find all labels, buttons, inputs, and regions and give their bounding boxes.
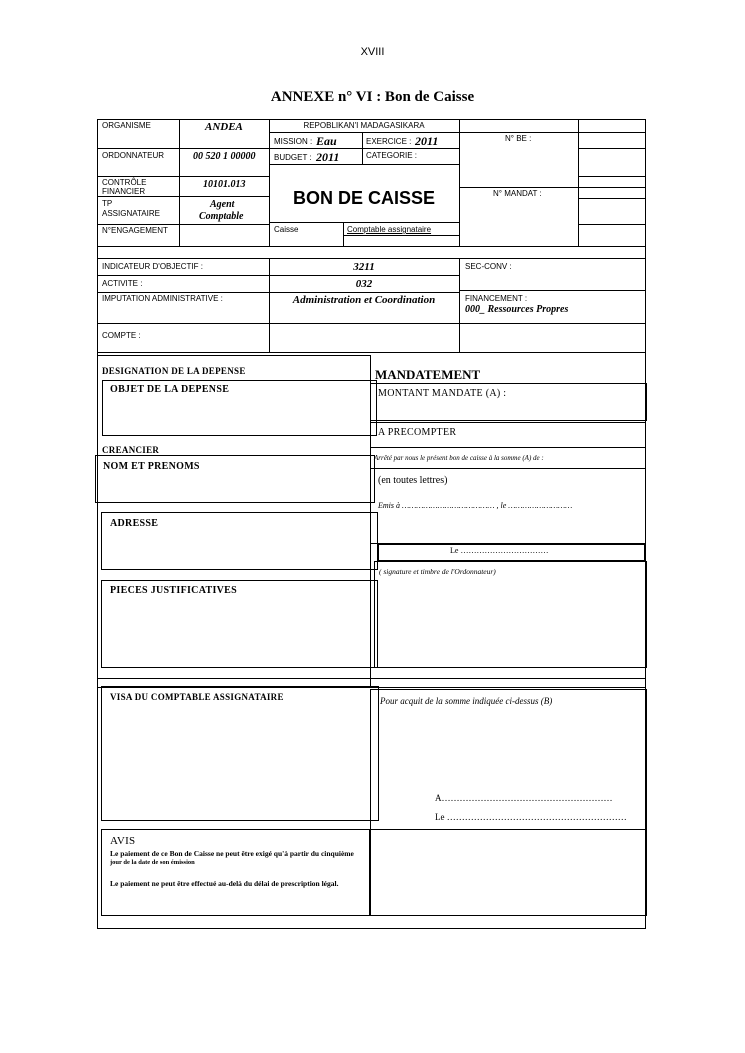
mission-value: Eau xyxy=(316,134,337,148)
visa-box xyxy=(101,686,379,821)
creancier-heading: CREANCIER xyxy=(102,445,160,455)
page-number: XVIII xyxy=(360,46,385,58)
budget-value: 2011 xyxy=(316,150,340,164)
exercice-value: 2011 xyxy=(415,134,439,148)
tp-value-1: Agent xyxy=(210,199,235,210)
nom-prenoms-label: NOM ET PRENOMS xyxy=(103,461,200,472)
objet-label: OBJET DE LA DEPENSE xyxy=(110,384,230,395)
visa-label: VISA DU COMPTABLE ASSIGNATAIRE xyxy=(110,692,284,702)
secconv-label: SEC-CONV : xyxy=(465,262,512,271)
acquit-box xyxy=(370,689,647,830)
avis-text-2: jour de la date de son émission xyxy=(110,859,195,866)
compte-label: COMPTE : xyxy=(102,331,141,340)
controle-value: 10101.013 xyxy=(203,179,246,190)
pieces-label: PIECES JUSTIFICATIVES xyxy=(110,585,237,596)
montant-label: MONTANT MANDATE (A) : xyxy=(378,388,507,399)
activite-value: 032 xyxy=(355,278,373,290)
adresse-label: ADRESSE xyxy=(110,518,159,529)
activite-label: ACTIVITE : xyxy=(102,279,143,288)
page-title: ANNEXE n° VI : Bon de Caisse xyxy=(270,89,475,105)
indicateur-label: INDICATEUR D'OBJECTIF : xyxy=(102,262,203,271)
left-divider xyxy=(97,355,370,356)
arrete-text: Arrêté par nous le présent bon de caisse à la somme (A) de : xyxy=(374,454,544,462)
tp-value-2: Comptable xyxy=(199,211,244,222)
precompter-label: A PRECOMPTER xyxy=(378,427,457,438)
controle-label-1: CONTRÔLE xyxy=(102,178,147,187)
visa-top-line xyxy=(97,678,645,679)
signature-label: ( signature et timbre de l'Ordonnateur) xyxy=(379,567,496,576)
imputation-value: Administration et Coordination xyxy=(292,294,436,306)
outer-left-border xyxy=(97,352,98,929)
toutes-lettres-label: (en toutes lettres) xyxy=(378,475,448,486)
caisse-label: Caisse xyxy=(274,225,299,234)
republic-label: REPOBLIKAN'I MADAGASIKARA xyxy=(303,121,425,130)
acquit-a-line: A………………………………………………… xyxy=(435,793,613,803)
avis-box xyxy=(101,829,370,916)
avis-label: AVIS xyxy=(110,835,136,847)
acquit-label: Pour acquit de la somme indiquée ci-dessus (B) xyxy=(380,696,553,706)
financement-value: 000_ Ressources Propres xyxy=(465,304,569,315)
avis-text-3: Le paiement ne peut être effectué au-delà du délai de prescription légal. xyxy=(110,879,339,888)
indicateur-value: 3211 xyxy=(353,261,375,273)
nmandat-label: N° MANDAT : xyxy=(493,189,542,198)
designation-heading: DESIGNATION DE LA DEPENSE xyxy=(102,366,246,376)
comptable-assignataire-label: Comptable assignataire xyxy=(347,225,432,234)
signature-box xyxy=(374,561,647,668)
tp-label-1: TP xyxy=(102,199,113,208)
engagement-label: N°ENGAGEMENT xyxy=(102,226,168,235)
categorie-label: CATEGORIE : xyxy=(366,151,417,160)
financement-label: FINANCEMENT : xyxy=(465,294,528,303)
ordonnateur-label: ORDONNATEUR xyxy=(102,151,165,160)
tp-label-2: ASSIGNATAIRE xyxy=(102,209,160,218)
controle-label-2: FINANCIER xyxy=(102,187,146,196)
organisme-label: ORGANISME xyxy=(102,121,151,130)
ordonnateur-value: 00 520 1 00000 xyxy=(193,151,256,162)
mission-label: MISSION : xyxy=(274,137,313,146)
budget-label: BUDGET : xyxy=(274,153,312,162)
receipt-signature-box xyxy=(370,829,647,916)
outer-bottom-border xyxy=(97,928,645,929)
exercice-label: EXERCICE : xyxy=(366,137,412,146)
nbe-label: N° BE : xyxy=(505,134,532,143)
imputation-label: IMPUTATION ADMINISTRATIVE : xyxy=(102,294,223,303)
le-date-line: Le …………………………… xyxy=(450,546,549,555)
organisme-value: ANDEA xyxy=(205,121,243,133)
acquit-le-line: Le …………………………………………………… xyxy=(435,812,627,822)
mandatement-heading: MANDATEMENT xyxy=(375,367,481,382)
emis-line: Emis à ………………………………… , le ……………………… xyxy=(378,501,573,510)
bon-de-caisse-heading: BON DE CAISSE xyxy=(292,188,436,208)
avis-text-1: Le paiement de ce Bon de Caisse ne peut être exigé qu'à partir du cinquième xyxy=(110,849,354,858)
